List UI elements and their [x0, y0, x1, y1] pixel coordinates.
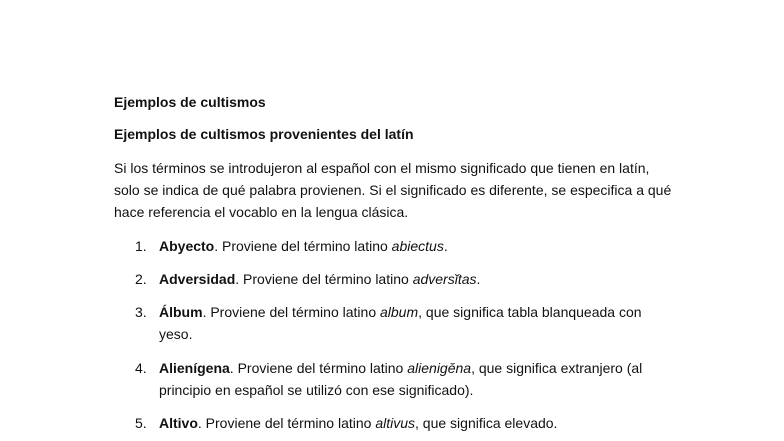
item-number: 4.	[135, 360, 147, 376]
subsection-heading: Ejemplos de cultismos provenientes del latín	[114, 126, 414, 142]
item-latin-word: abiectus	[391, 238, 444, 254]
item-number: 5.	[135, 415, 147, 431]
intro-paragraph: Si los términos se introdujeron al español con el mismo significado que tienen en latín, solo se indica de qué palabra provienen. Si el significado es diferente, se especifica a qué hace referencia el vocablo en la lengua clásica.	[114, 160, 672, 220]
item-text	[159, 268, 674, 290]
item-description-end: , que significa elevado.	[415, 415, 558, 431]
item-description-end: , que significa tabla blanqueada con yeso.	[159, 304, 642, 342]
item-text	[159, 412, 674, 434]
item-term: Abyecto	[159, 238, 215, 254]
item-text	[159, 301, 674, 345]
item-term: Adversidad	[159, 271, 236, 287]
item-latin-word: altivus	[375, 415, 416, 431]
item-term: Altivo	[159, 415, 198, 431]
item-description: . Proviene del término latino	[202, 304, 380, 320]
item-number: 1.	[135, 238, 147, 254]
section-heading: Ejemplos de cultismos	[114, 94, 266, 110]
item-description: . Proviene del término latino	[229, 360, 408, 376]
item-text	[159, 357, 674, 401]
item-description-end: .	[443, 238, 448, 254]
item-description-end: .	[476, 271, 481, 287]
item-term: Alienígena	[159, 360, 230, 376]
item-description: . Proviene del término latino	[197, 415, 376, 431]
item-description: . Proviene del término latino	[235, 271, 413, 287]
item-latin-word: alienigĕna	[407, 360, 472, 376]
item-latin-word: adversĭtas	[412, 271, 477, 287]
item-number: 2.	[135, 271, 147, 287]
item-term: Álbum	[159, 304, 203, 320]
item-text	[159, 235, 674, 257]
item-number: 3.	[135, 304, 147, 320]
item-description: . Proviene del término latino	[214, 238, 392, 254]
item-latin-word: album	[380, 304, 419, 320]
item-description-end: , que significa extranjero (al principio en español se utilizó con ese significado).	[159, 360, 643, 398]
